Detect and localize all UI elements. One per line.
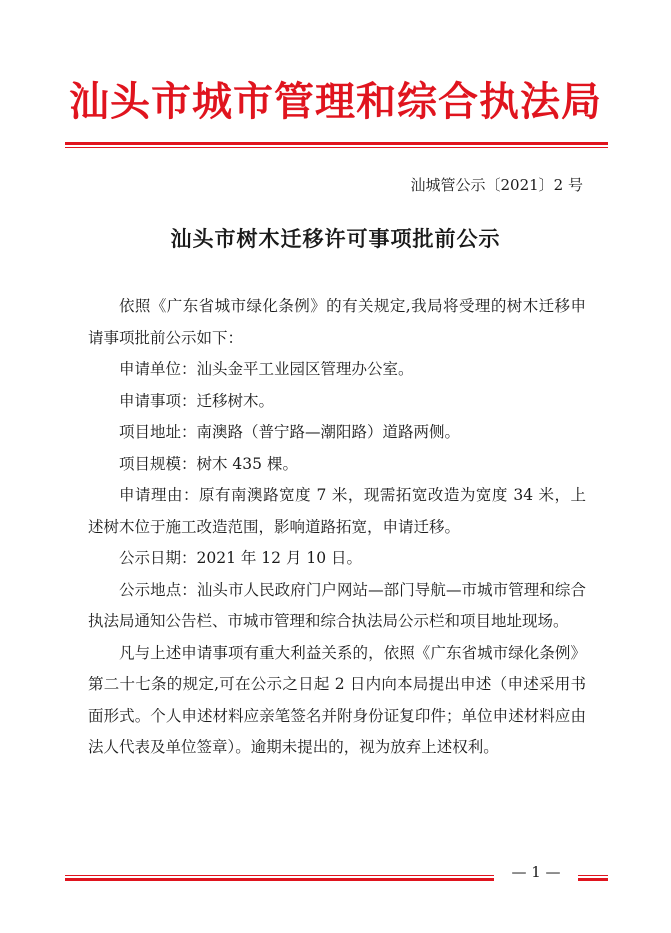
paragraph-intro: 依照《广东省城市绿化条例》的有关规定,我局将受理的树木迁移申请事项批前公示如下： (88, 297, 586, 347)
paragraph-matter: 申请事项：迁移树木。 (119, 391, 275, 410)
paragraph-applicant: 申请单位：汕头金平工业园区管理办公室。 (119, 360, 414, 378)
paragraph-location: 公示地点：汕头市人民政府门户网站—部门导航—市城市管理和综合执法局通知公告栏、市城市管理和综合执法局公示栏和项目地址现场。 (88, 580, 586, 630)
paragraph-scale: 项目规模：树木 435 棵。 (119, 454, 298, 473)
page-number: — 1 — (494, 862, 578, 882)
paragraph-date: 公示日期：2021 年 12 月 10 日。 (119, 549, 363, 567)
header-divider-thick-line (65, 142, 608, 145)
paragraph-objection: 凡与上述申请事项有重大利益关系的，依照《广东省城市绿化条例》第二十七条的规定,可在公示之日起 2 日内向本局提出申述（申述采用书面形式。个人申述材料应亲笔签名并附身份证复印件；单位申述材料应由法人代表及单位签章）。逾期未提出的，视为放弃上述权利。 (88, 643, 586, 756)
header-divider (65, 142, 608, 148)
header-divider-thin-line (65, 147, 608, 148)
document-number: 汕城管公示〔2021〕2 号 (410, 176, 583, 194)
document-title: 汕头市树木迁移许可事项批前公示 (170, 226, 501, 251)
paragraph-reason: 申请理由：原有南澳路宽度 7 米，现需拓宽改造为宽度 34 米，上述树木位于施工改造范围，影响道路拓宽，申请迁移。 (88, 486, 586, 536)
paragraph-address: 项目地址：南澳路（普宁路—潮阳路）道路两侧。 (119, 423, 461, 441)
agency-title: 汕头市城市管理和综合执法局 (69, 78, 602, 125)
document-body (88, 291, 586, 764)
